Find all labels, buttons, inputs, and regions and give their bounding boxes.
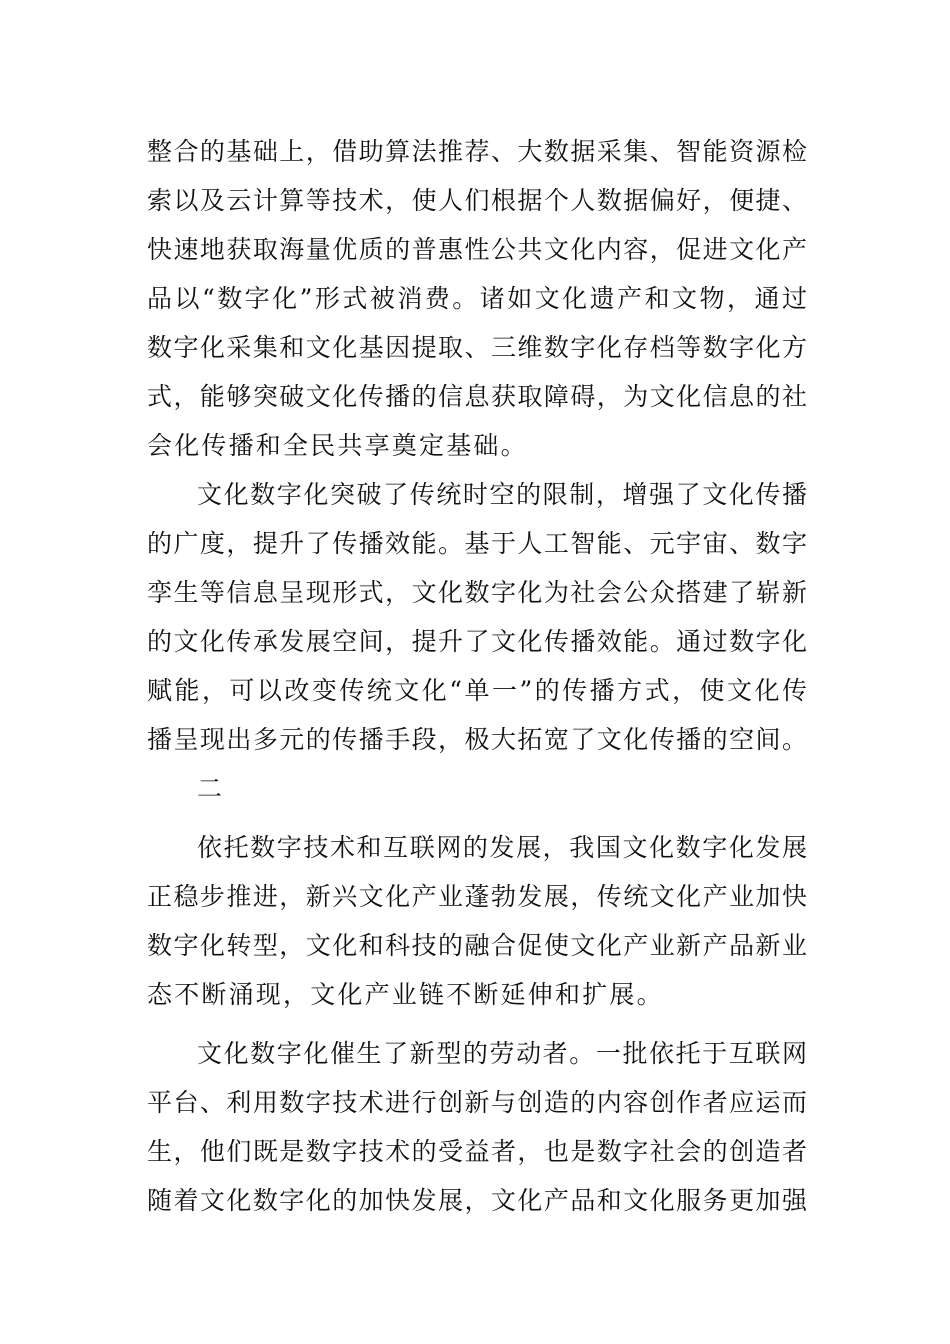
paragraph-2-line-2: 的广度，提升了传播效能。基于人工智能、元宇宙、数字 <box>147 529 807 558</box>
paragraph-1-line-7: 会化传播和全民共享奠定基础。 <box>147 431 528 460</box>
paragraph-1-line-1: 整合的基础上，借助算法推荐、大数据采集、智能资源检 <box>147 137 807 166</box>
paragraph-1-line-2: 索以及云计算等技术，使人们根据个人数据偏好，便捷、 <box>147 186 807 215</box>
paragraph-2-line-1: 文化数字化突破了传统时空的限制，增强了文化传播 <box>197 480 807 509</box>
paragraph-2-line-4: 的文化传承发展空间，提升了文化传播效能。通过数字化 <box>147 627 807 656</box>
paragraph-1-line-3: 快速地获取海量优质的普惠性公共文化内容，促进文化产 <box>147 235 807 264</box>
paragraph-4-line-1: 文化数字化催生了新型的劳动者。一批依托于互联网 <box>197 1039 807 1068</box>
paragraph-3-line-1: 依托数字技术和互联网的发展，我国文化数字化发展 <box>197 833 807 862</box>
paragraph-3-line-4: 态不断涌现，文化产业链不断延伸和扩展。 <box>147 980 664 1009</box>
paragraph-4-line-3: 生，他们既是数字技术的受益者，也是数字社会的创造者 <box>147 1137 807 1166</box>
paragraph-1-line-4: 品以“数字化”形式被消费。诸如文化遗产和文物，通过 <box>147 284 807 313</box>
paragraph-3-line-2: 正稳步推进，新兴文化产业蓬勃发展，传统文化产业加快 <box>147 882 807 911</box>
paragraph-2-line-5: 赋能，可以改变传统文化“单一”的传播方式，使文化传 <box>147 676 807 705</box>
paragraph-4-line-2: 平台、利用数字技术进行创新与创造的内容创作者应运而 <box>147 1088 807 1117</box>
paragraph-4-line-4: 随着文化数字化的加快发展，文化产品和文化服务更加强 <box>147 1186 807 1215</box>
paragraph-1-line-5: 数字化采集和文化基因提取、三维数字化存档等数字化方 <box>147 333 807 362</box>
paragraph-2-line-3: 孪生等信息呈现形式，文化数字化为社会公众搭建了崭新 <box>147 578 807 607</box>
section-heading: 二 <box>197 774 225 803</box>
paragraph-3-line-3: 数字化转型，文化和科技的融合促使文化产业新产品新业 <box>147 931 807 960</box>
paragraph-1-line-6: 式，能够突破文化传播的信息获取障碍，为文化信息的社 <box>147 382 807 411</box>
paragraph-2-line-6: 播呈现出多元的传播手段，极大拓宽了文化传播的空间。 <box>147 725 807 754</box>
